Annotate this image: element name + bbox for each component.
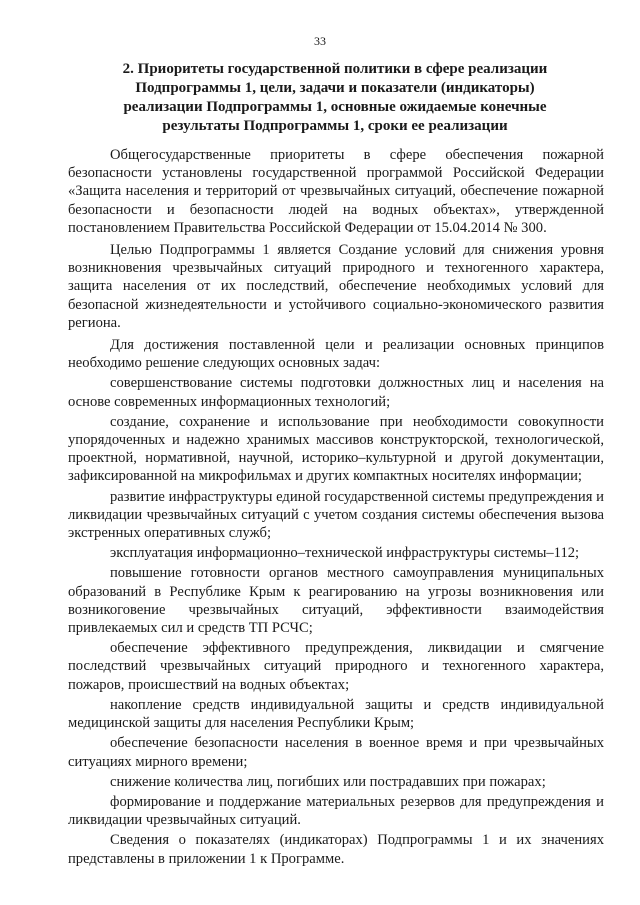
paragraph-indicators: Сведения о показателях (индикаторах) Подпрограммы 1 и их значениях представлены в приложении 1 к Программе.: [68, 832, 604, 867]
task-item: совершенствование системы подготовки должностных лиц и населения на основе современных информационных технологий;: [68, 375, 604, 410]
task-item: формирование и поддержание материальных резервов для предупреждения и ликвидации чрезвычайных ситуаций.: [68, 793, 604, 829]
task-item: снижение количества лиц, погибших или пострадавших при пожарах;: [110, 773, 546, 790]
task-item: обеспечение эффективного предупреждения, ликвидации и смягчение последствий чрезвычайных ситуаций природного и техногенного характера, пожаров, происшествий на водных объектах;: [68, 640, 604, 693]
task-item: создание, сохранение и использование при необходимости совокупности упорядоченных и надежно хранимых массивов конструкторской, технологической, проектной, нормативной, научной, историко–культурной и другой документации, зафиксированной на микрофильмах и других компактных носителях информации;: [68, 413, 604, 485]
paragraph-priorities: Общегосударственные приоритеты в сфере обеспечения пожарной безопасности установлены государственной программой Российской Федерации «Защита населения и территорий от чрезвычайных ситуаций, обеспечение пожарной безопасности и безопасности людей на водных объектах», утвержденной постановлением Правительства Российской Федерации от 15.04.2014 № 300.: [68, 147, 604, 236]
paragraph-tasks-intro: Для достижения поставленной цели и реализации основных принципов необходимо решение следующих основных задач:: [68, 337, 604, 372]
task-item: повышение готовности органов местного самоуправления муниципальных образований в Республике Крым к реагированию на угрозы возникновения или возникоговение чрезвычайных ситуаций, эффективности взаимодействия привлекаемых сил и средств ТП РСЧС;: [68, 565, 604, 637]
page-number: 33: [314, 34, 326, 48]
paragraph-goal: Целью Подпрограммы 1 является Создание условий для снижения уровня возникновения чрезвычайных ситуаций природного и техногенного характера, защита населения от их последствий, обеспечение необходимых условий для безопасной жизнедеятельности и устойчивого социально-экономического развития региона.: [68, 242, 604, 331]
document-body: [68, 146, 604, 872]
task-item: накопление средств индивидуальной защиты и средств индивидуальной медицинской защиты для населения Республики Крым;: [68, 696, 604, 732]
task-item: эксплуатация информационно–технической инфраструктуры системы–112;: [110, 545, 580, 562]
section-heading: 2. Приоритеты государственной политики в сфере реализации Подпрограммы 1, цели, задачи и показатели (индикаторы) реализации Подпрограммы 1, основные ожидаемые конечные результаты Подпрограммы 1, сроки ее реализации: [122, 61, 548, 134]
task-item: обеспечение безопасности населения в военное время и при чрезвычайных ситуациях мирного времени;: [68, 735, 604, 770]
task-item: развитие инфраструктуры единой государственной системы предупреждения и ликвидации чрезвычайных ситуаций с учетом создания системы обеспечения вызова экстренных оперативных служб;: [68, 488, 604, 542]
